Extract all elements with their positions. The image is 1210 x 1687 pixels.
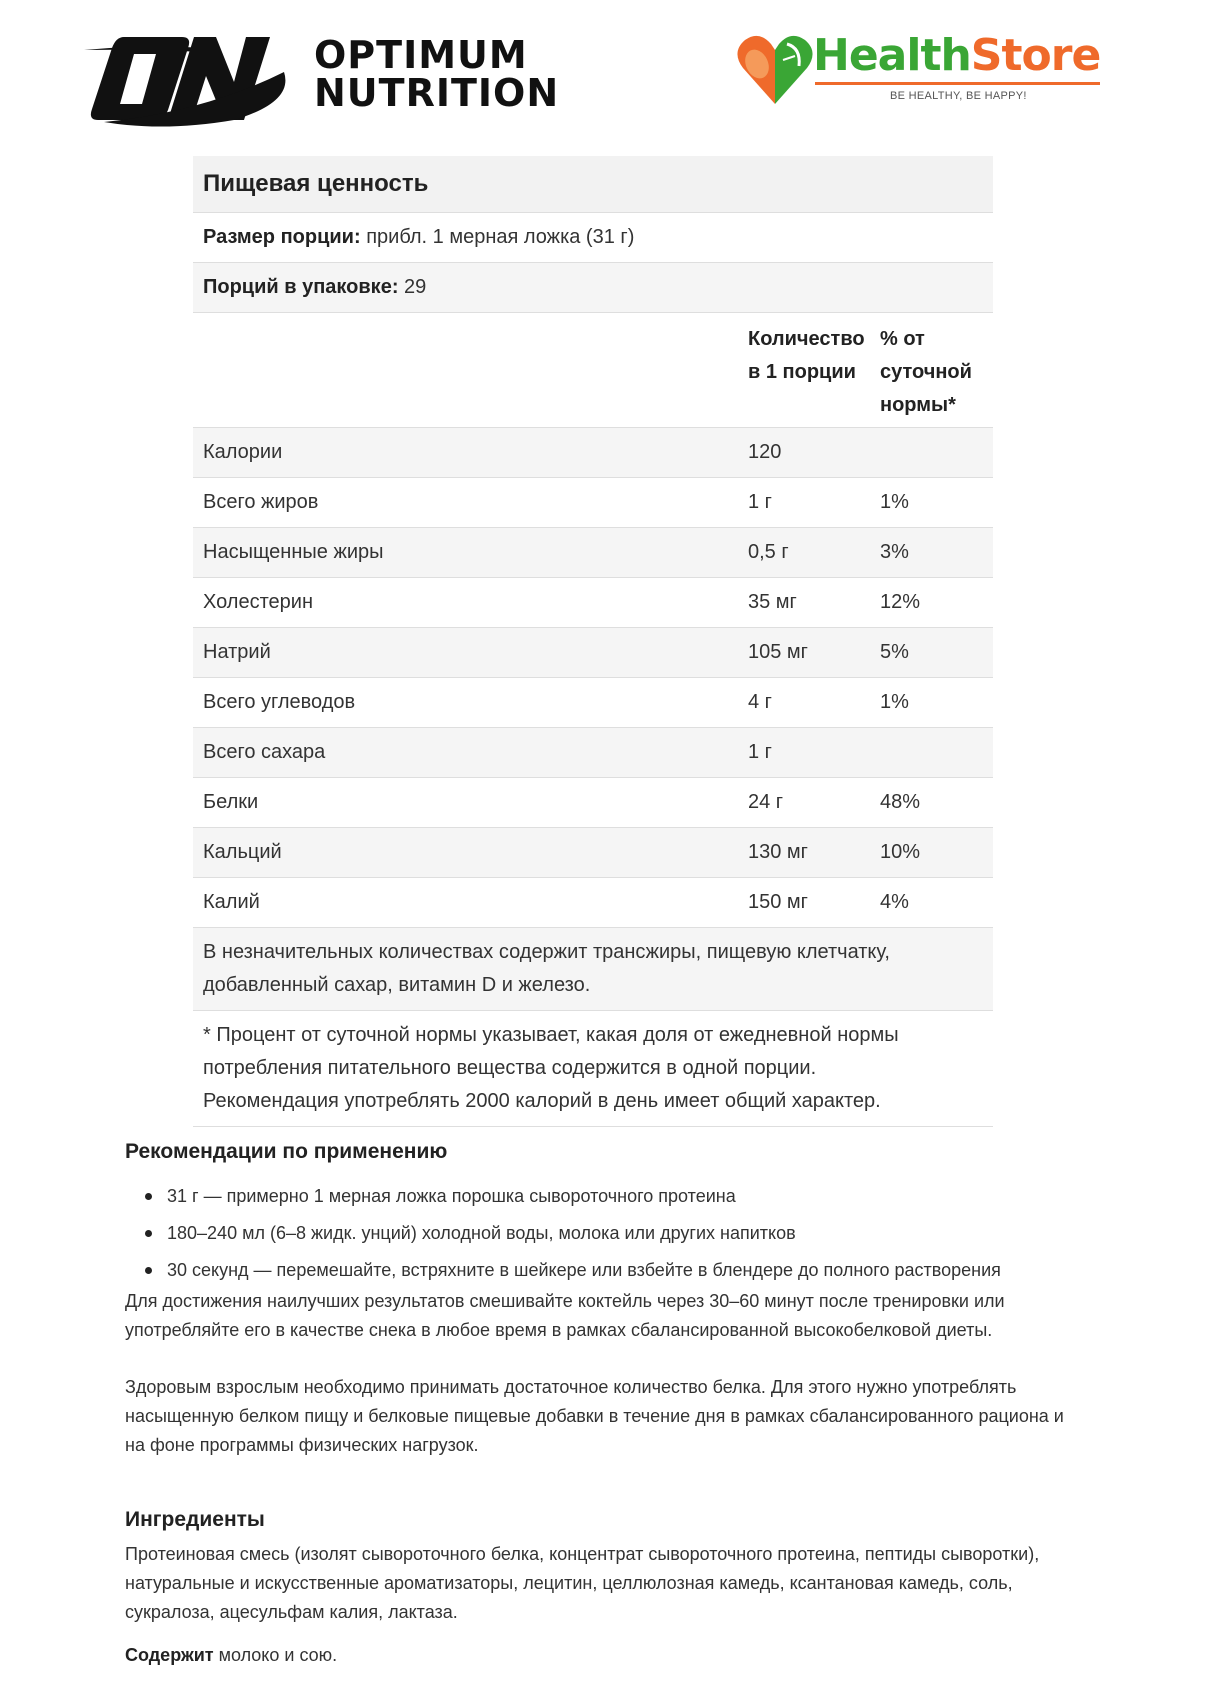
table-row	[193, 478, 993, 528]
nutrient-name: Всего жиров	[203, 491, 319, 513]
table-row	[193, 828, 993, 878]
trace-note-line1: В незначительных количествах содержит трансжиры, пищевую клетчатку,	[203, 941, 890, 963]
serving-size-value: прибл. 1 мерная ложка (31 г)	[360, 226, 635, 248]
daily-value-column-header	[880, 323, 990, 422]
servings-label: Порций в упаковке:	[203, 276, 399, 298]
optimum-nutrition-logo	[84, 32, 560, 132]
serving-size-label: Размер порции:	[203, 226, 361, 248]
usage-list	[145, 1178, 1001, 1289]
nutrient-daily-value: 4%	[880, 891, 909, 913]
servings-value: 29	[398, 276, 427, 298]
servings-per-container-row	[193, 263, 993, 313]
usage-paragraph-timing	[125, 1287, 1115, 1345]
nutrient-amount: 130 мг	[748, 841, 808, 863]
nutrient-amount: 35 мг	[748, 591, 797, 613]
on-mark-icon	[84, 32, 304, 132]
usage-paragraph-protein	[125, 1373, 1115, 1460]
table-row	[193, 428, 993, 478]
list-item: 30 секунд — перемешайте, встряхните в шейкере или взбейте в блендере до полного растворения	[145, 1252, 1001, 1289]
nutrient-daily-value: 1%	[880, 691, 909, 713]
healthstore-word-store: Store	[970, 30, 1101, 81]
ingredients-line2: натуральные и искусственные ароматизаторы, лецитин, целлюлозная камедь, ксантановая камедь, соль,	[125, 1573, 1013, 1593]
daily-value-footnote	[193, 1011, 993, 1127]
ingredients-heading: Ингредиенты	[125, 1508, 265, 1531]
nutrient-name: Калий	[203, 891, 260, 913]
usage-heading: Рекомендации по применению	[125, 1140, 448, 1163]
nutrient-amount: 150 мг	[748, 891, 808, 913]
nutrient-amount: 0,5 г	[748, 541, 789, 563]
ingredients-text	[125, 1540, 1115, 1627]
nutrient-daily-value: 3%	[880, 541, 909, 563]
nutrient-name: Насыщенные жиры	[203, 541, 384, 563]
nutrient-amount: 105 мг	[748, 641, 808, 663]
nutrient-amount: 24 г	[748, 791, 784, 813]
table-row	[193, 878, 993, 928]
table-row	[193, 528, 993, 578]
serving-size-row	[193, 213, 993, 263]
nutrient-name: Белки	[203, 791, 259, 813]
healthstore-tagline: BE HEALTHY, BE HAPPY!	[890, 90, 1027, 102]
nutrient-name: Всего углеводов	[203, 691, 356, 713]
usage-para1-line2: употребляйте его в качестве снека в любое время в рамках сбалансированной высокобелковой диеты.	[125, 1320, 993, 1340]
amount-header-line1: Количество	[748, 328, 865, 350]
dv-note-line1: * Процент от суточной нормы указывает, какая доля от ежедневной нормы	[203, 1024, 899, 1046]
nutrition-title: Пищевая ценность	[193, 156, 993, 213]
trace-amounts-note	[193, 928, 993, 1011]
dv-header-line3: нормы*	[880, 394, 956, 416]
dv-note-line2: потребления питательного вещества содержится в одной порции.	[203, 1057, 817, 1079]
nutrient-name: Натрий	[203, 641, 271, 663]
table-row	[193, 678, 993, 728]
nutrient-daily-value: 1%	[880, 491, 909, 513]
healthstore-wordmark	[813, 32, 1100, 80]
contains-label: Содержит	[125, 1645, 214, 1665]
nutrient-amount: 1 г	[748, 491, 772, 513]
table-row	[193, 728, 993, 778]
ingredients-line1: Протеиновая смесь (изолят сывороточного белка, концентрат сывороточного протеина, пептиды сыворотки),	[125, 1544, 1040, 1564]
on-wordmark-line2: NUTRITION	[314, 71, 560, 115]
table-row	[193, 628, 993, 678]
list-item: 180–240 мл (6–8 жидк. унций) холодной воды, молока или других напитков	[145, 1215, 1001, 1252]
usage-para2-line3: на фоне программы физических нагрузок.	[125, 1435, 479, 1455]
nutrient-amount: 120	[748, 441, 782, 463]
trace-note-line2: добавленный сахар, витамин D и железо.	[203, 974, 591, 996]
nutrient-name: Калории	[203, 441, 283, 463]
ingredients-line3: сукралоза, ацесульфам калия, лактаза.	[125, 1602, 458, 1622]
amount-header-line2: в 1 порции	[748, 361, 856, 383]
usage-para2-line2: насыщенную белком пищу и белковые пищевые добавки в течение дня в рамках сбалансированного рациона и	[125, 1406, 1064, 1426]
nutrient-name: Холестерин	[203, 591, 313, 613]
table-row	[193, 778, 993, 828]
healthstore-logo	[735, 30, 1105, 110]
nutrient-daily-value: 48%	[880, 791, 921, 813]
nutrient-daily-value: 5%	[880, 641, 909, 663]
dv-note-line3: Рекомендация употреблять 2000 калорий в день имеет общий характер.	[203, 1090, 881, 1112]
usage-para2-line1: Здоровым взрослым необходимо принимать достаточное количество белка. Для этого нужно употреблять	[125, 1377, 1017, 1397]
on-wordmark-line1: OPTIMUM	[314, 33, 528, 77]
healthstore-underline	[815, 82, 1100, 85]
dv-header-line2: суточной	[880, 361, 972, 383]
table-header-row	[193, 313, 993, 428]
allergen-note	[125, 1641, 1115, 1670]
nutrient-amount: 1 г	[748, 741, 772, 763]
nutrient-daily-value: 10%	[880, 841, 921, 863]
table-row	[193, 578, 993, 628]
nutrient-name: Всего сахара	[203, 741, 326, 763]
usage-para1-line1: Для достижения наилучших результатов смешивайте коктейль через 30–60 минут после тренировки или	[125, 1291, 1005, 1311]
heart-leaf-icon	[735, 30, 815, 108]
nutrient-daily-value: 12%	[880, 591, 921, 613]
nutrient-name: Кальций	[203, 841, 282, 863]
dv-header-line1: % от	[880, 328, 925, 350]
nutrition-table	[193, 156, 993, 1127]
list-item: 31 г — примерно 1 мерная ложка порошка сывороточного протеина	[145, 1178, 1001, 1215]
contains-value: молоко и сою.	[213, 1645, 338, 1665]
amount-column-header	[748, 323, 873, 389]
nutrient-amount: 4 г	[748, 691, 772, 713]
healthstore-word-health: Health	[813, 30, 971, 81]
on-wordmark	[314, 33, 560, 115]
